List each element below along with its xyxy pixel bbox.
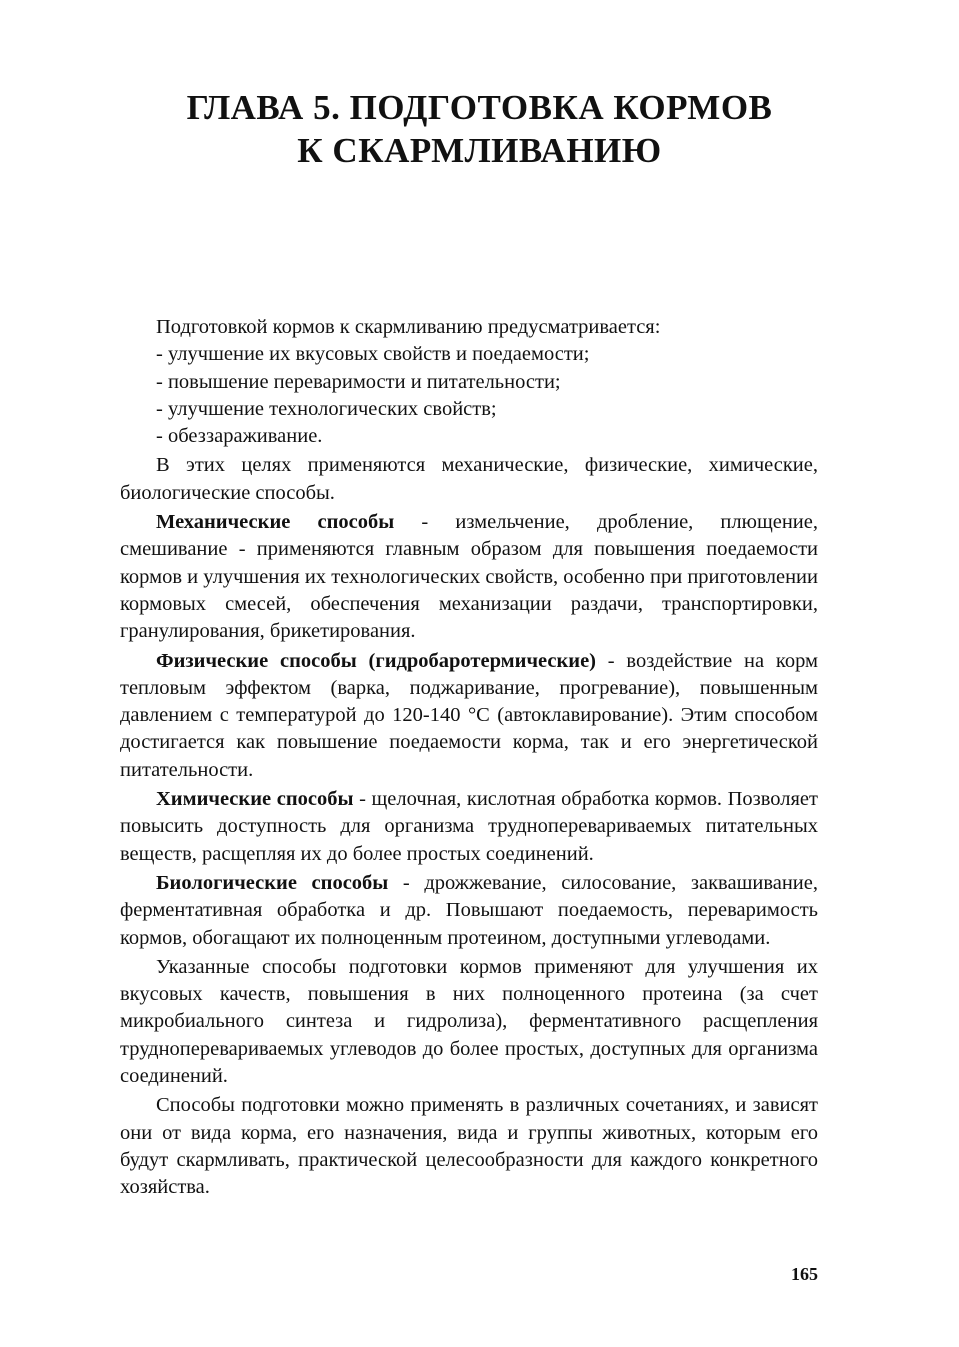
physical-term: Физические способы (гидробаротермические) [156,649,596,672]
physical-text: - воздействие на корм тепловым эффектом (варка, поджаривание, прогревание), повышенным давлением с температурой до 120-140 °С (автоклавирование). Этим способом достигается как повышение поедаемости корма, так и его энергетической питательности. [120,649,818,781]
chapter-title [0,86,959,172]
list-item: - обеззараживание. [156,425,323,448]
physical-paragraph [120,648,818,784]
chemical-text: - щелочная, кислотная обработка кормов. Позволяет повысить доступность для организма трудноперевариваемых питательных веществ, расщепляя их до более простых соединений. [120,788,818,865]
chemical-term: Химические способы [156,788,354,811]
mechanical-term: Механические способы [156,511,395,534]
chemical-paragraph [120,786,818,868]
methods-paragraph: В этих целях применяются механические, физические, химические, биологические способы. [120,454,818,504]
combination-paragraph: Способы подготовки можно применять в различных сочетаниях, и зависят они от вида корма, его назначения, вида и группы животных, которым его будут скармливать, практической целесообразности для каждого конкретного хозяйства. [120,1094,818,1199]
mechanical-paragraph [120,509,818,645]
biological-text: - дрожжевание, силосование, заквашивание, ферментативная обработка и др. Повышают поедаемость, переваримость кормов, обогащают их полноценным протеином, доступными углеводами. [120,871,818,949]
purpose-list [120,341,818,450]
intro-paragraph: Подготовкой кормов к скармливанию предусматривается: [156,316,661,338]
body-text [120,314,818,1204]
list-item: - улучшение их вкусовых свойств и поедаемости; [156,343,590,366]
list-item: - повышение переваримости и питательности; [156,370,561,393]
biological-paragraph [120,870,818,952]
purpose-paragraph: Указанные способы подготовки кормов применяют для улучшения их вкусовых качеств, повышения в них полноценного протеина (за счет микробиального синтеза и гидролиза), ферментативного расщепления трудноперевариваемых углеводов до более простых, доступных для организма соединений. [120,955,818,1088]
biological-term: Биологические способы [156,871,389,894]
list-item: - улучшение технологических свойств; [156,397,497,420]
chapter-title-line-1: ГЛАВА 5. ПОДГОТОВКА КОРМОВ [186,88,773,127]
chapter-title-line-2: К СКАРМЛИВАНИЮ [297,131,662,170]
mechanical-text: - измельчение, дробление, плющение, смешивание - применяются главным образом для повышения поедаемости кормов и улучшения их технологических свойств, особенно при приготовлении кормовых смесей, обеспечения механизации раздачи, транспортировки, гранулирования, брикетирования. [120,511,818,643]
page-number: 165 [791,1264,818,1284]
